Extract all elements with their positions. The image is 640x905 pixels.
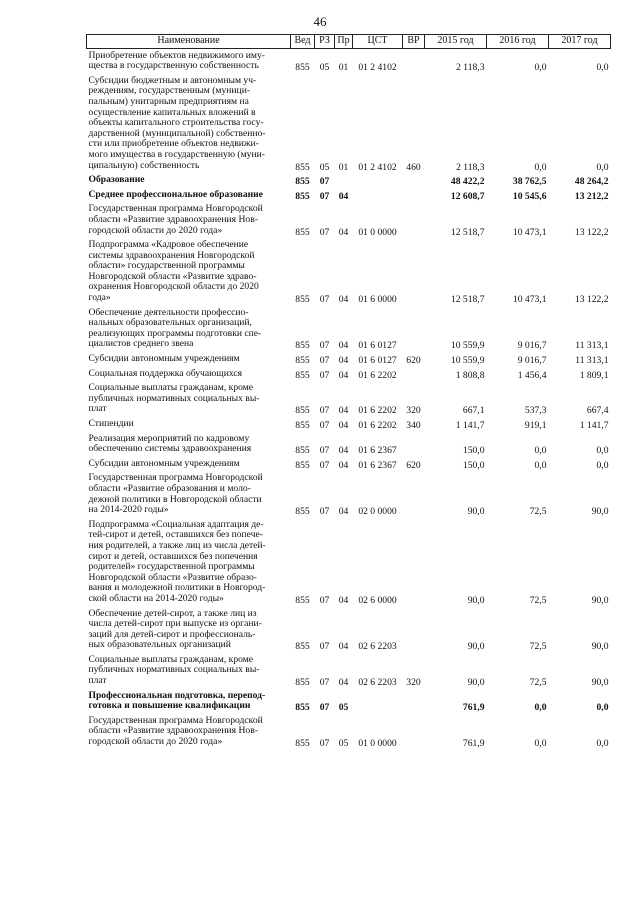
row-rz: 07 (319, 420, 330, 431)
table-row (87, 238, 611, 306)
row-2016: 0,0 (534, 445, 547, 457)
table-row (87, 457, 611, 472)
row-2017: 0,0 (596, 161, 609, 173)
row-2015: 90,0 (467, 641, 485, 653)
row-2016: 10 473,1 (512, 226, 547, 238)
header-ved: Вед (291, 35, 315, 49)
row-pr: 04 (338, 340, 349, 352)
table-row (87, 689, 611, 714)
row-ved: 855 (295, 161, 310, 173)
header-2015: 2015 год (425, 35, 487, 49)
row-vr (403, 202, 425, 238)
row-name: Профессиональная подготовка, перепод- готовка и повышение квалификации (88, 689, 266, 712)
row-ved: 855 (295, 738, 310, 750)
row-2015: 761,9 (462, 702, 485, 714)
row-pr: 04 (338, 405, 349, 417)
row-vr: 320 (406, 405, 421, 417)
row-cst: 01 2 4102 (358, 161, 397, 173)
row-cst: 01 6 2367 (358, 445, 397, 457)
row-cst (353, 173, 403, 188)
row-2017: 90,0 (591, 594, 609, 606)
row-vr (403, 689, 425, 714)
row-name: Среднее профессиональное образование (88, 188, 263, 200)
row-2017: 90,0 (591, 506, 609, 518)
row-pr: 05 (338, 702, 349, 714)
row-cst: 01 6 2202 (358, 420, 397, 431)
row-ved: 855 (295, 62, 310, 74)
row-pr: 04 (338, 226, 349, 238)
row-2015: 150,0 (462, 445, 485, 457)
page-number: 46 (313, 14, 327, 29)
row-ved: 855 (295, 190, 310, 202)
row-vr (403, 471, 425, 517)
row-ved: 855 (295, 405, 310, 417)
row-2015: 90,0 (467, 677, 485, 689)
row-2017: 13 122,2 (574, 294, 609, 306)
row-cst (353, 188, 403, 203)
row-2016: 72,5 (529, 594, 547, 606)
table-row (87, 74, 611, 173)
row-2016: 537,3 (524, 405, 547, 417)
row-rz: 05 (319, 62, 330, 74)
row-ved: 855 (295, 176, 310, 188)
row-2015: 90,0 (467, 506, 485, 518)
row-vr (403, 432, 425, 457)
row-vr (403, 607, 425, 653)
row-2017: 13 122,2 (574, 226, 609, 238)
row-cst: 01 0 0000 (358, 738, 397, 750)
row-2017: 667,4 (586, 405, 609, 417)
row-vr (403, 188, 425, 203)
table-row (87, 188, 611, 203)
row-rz: 07 (319, 294, 330, 306)
row-2016: 38 762,5 (512, 176, 547, 188)
row-rz: 07 (319, 445, 330, 457)
row-2017: 11 313,1 (575, 340, 609, 352)
row-ved: 855 (295, 459, 310, 471)
row-2017: 90,0 (591, 641, 609, 653)
row-2016: 10 473,1 (512, 294, 547, 306)
row-cst: 01 6 2367 (358, 459, 397, 471)
row-ved: 855 (295, 340, 310, 352)
table-row (87, 714, 611, 750)
row-ved: 855 (295, 641, 310, 653)
row-2015: 1 141,7 (455, 420, 485, 431)
row-ved: 855 (295, 506, 310, 518)
row-vr: 620 (406, 355, 421, 367)
row-vr (403, 238, 425, 306)
row-pr: 01 (338, 161, 349, 173)
budget-table (86, 34, 611, 750)
row-rz: 07 (319, 355, 330, 367)
row-2017: 13 212,2 (574, 190, 609, 202)
row-ved: 855 (295, 369, 310, 381)
row-ved: 855 (295, 226, 310, 238)
row-name: Реализация мероприятий по кадровому обеспечению системы здравоохранения (88, 432, 252, 455)
row-rz: 07 (319, 176, 330, 188)
row-2016: 72,5 (529, 677, 547, 689)
row-cst: 01 6 0127 (358, 355, 397, 367)
row-name: Стипендии (88, 418, 134, 429)
row-2016: 72,5 (529, 506, 547, 518)
table-row (87, 202, 611, 238)
row-cst: 02 6 2203 (358, 641, 397, 653)
row-ved: 855 (295, 702, 310, 714)
row-2017: 48 264,2 (574, 176, 609, 188)
row-2017: 90,0 (591, 677, 609, 689)
row-rz: 07 (319, 702, 330, 714)
table-row (87, 417, 611, 432)
row-cst: 01 2 4102 (358, 62, 397, 74)
row-2017: 0,0 (596, 445, 609, 457)
row-2016: 0,0 (534, 702, 547, 714)
header-rz: РЗ (315, 35, 335, 49)
row-pr: 04 (338, 594, 349, 606)
row-vr: 620 (406, 459, 421, 471)
table-row (87, 48, 611, 74)
row-ved: 855 (295, 677, 310, 689)
row-vr (403, 173, 425, 188)
row-name: Обеспечение детей-сирот, а также лиц из числа детей-сирот при выпуске из органи- заций для детей-сирот и профессиональ- ных образовательных организаций (88, 607, 262, 651)
row-rz: 07 (319, 226, 330, 238)
table-row (87, 306, 611, 352)
table-row (87, 352, 611, 367)
table-body (87, 48, 611, 750)
row-name: Социальная поддержка обучающихся (88, 367, 243, 379)
row-pr: 04 (338, 677, 349, 689)
row-pr: 04 (338, 445, 349, 457)
row-2015: 2 118,3 (456, 62, 485, 74)
row-cst: 02 6 0000 (358, 594, 397, 606)
row-2015: 10 559,9 (450, 340, 485, 352)
row-2016: 9 016,7 (517, 355, 547, 367)
row-vr (403, 367, 425, 382)
row-pr: 04 (338, 294, 349, 306)
row-vr (403, 714, 425, 750)
row-pr: 04 (338, 355, 349, 367)
row-name: Субсидии бюджетным и автономным уч- реждениям, государственным (муници- пальным) унитарным предприятиям на осуществление капитальных вложений в объекты капитального строительства госу- дарственной (муниципальной) собственно- сти или приобретение объектов недвижи- мого имущества в государственную (муни- ципальную) собственность (88, 74, 266, 171)
row-cst: 02 0 0000 (358, 506, 397, 518)
row-2015: 667,1 (462, 405, 485, 417)
row-2015: 90,0 (467, 594, 485, 606)
row-name: Подпрограмма «Социальная адаптация де- тей-сирот и детей, оставшихся без попече- ния родителей, а также лиц из числа детей- сирот и детей, оставшихся без попечения родителей» государственной программы Новгородской области «Развитие образо- вания и молодежной политики в Новгород- ской области на 2014-2020 годы» (88, 518, 266, 604)
row-name: Подпрограмма «Кадровое обеспечение системы здравоохранения Новгородской области» государственной программы Новгородской области «Развитие здраво- охранения Новгородской области до 2020 года» (88, 239, 259, 304)
row-name: Субсидии автономным учреждениям (88, 353, 240, 365)
row-2017: 0,0 (596, 738, 609, 750)
table-row (87, 367, 611, 382)
row-2016: 0,0 (534, 738, 547, 750)
row-pr: 04 (338, 641, 349, 653)
row-rz: 07 (319, 677, 330, 689)
table-header-row (87, 35, 611, 49)
row-2015: 1 808,8 (455, 369, 485, 381)
row-rz: 07 (319, 190, 330, 202)
row-pr: 04 (338, 190, 349, 202)
row-vr: 340 (406, 420, 421, 431)
row-2016: 919,1 (524, 420, 547, 431)
row-2015: 12 608,7 (450, 190, 485, 202)
row-2015: 12 518,7 (450, 226, 485, 238)
row-cst: 01 6 0127 (358, 340, 397, 352)
row-rz: 07 (319, 506, 330, 518)
row-ved: 855 (295, 420, 310, 431)
row-2015: 2 118,3 (456, 161, 485, 173)
row-rz: 07 (319, 369, 330, 381)
row-rz: 07 (319, 459, 330, 471)
row-2016: 9 016,7 (517, 340, 547, 352)
row-2016: 1 456,4 (517, 369, 547, 381)
row-name: Образование (88, 174, 145, 186)
row-pr: 04 (338, 459, 349, 471)
row-cst: 01 0 0000 (358, 226, 397, 238)
row-2015: 150,0 (462, 459, 485, 471)
row-vr (403, 518, 425, 607)
table-row (87, 471, 611, 517)
row-pr: 04 (338, 420, 349, 431)
row-rz: 07 (319, 340, 330, 352)
table-row (87, 381, 611, 417)
row-vr (403, 48, 425, 74)
row-2015: 761,9 (462, 738, 485, 750)
row-2016: 0,0 (534, 459, 547, 471)
row-ved: 855 (295, 445, 310, 457)
row-2016: 0,0 (534, 62, 547, 74)
row-2016: 10 545,6 (512, 190, 547, 202)
row-rz: 07 (319, 594, 330, 606)
header-cst: ЦСТ (353, 35, 403, 49)
row-pr: 04 (338, 506, 349, 518)
row-vr: 460 (406, 161, 421, 173)
row-cst (353, 689, 403, 714)
row-name: Социальные выплаты гражданам, кроме публичных нормативных социальных вы- плат (88, 653, 260, 687)
row-pr (335, 173, 353, 188)
row-name: Государственная программа Новгородской области «Развитие здравоохранения Нов- городской области до 2020 года» (88, 714, 263, 748)
row-2015: 12 518,7 (450, 294, 485, 306)
row-rz: 07 (319, 738, 330, 750)
row-name: Государственная программа Новгородской области «Развитие образования и моло- дежной политики в Новгородской области на 2014-2020 годы» (88, 472, 263, 516)
header-2016: 2016 год (487, 35, 549, 49)
row-ved: 855 (295, 294, 310, 306)
row-2017: 0,0 (596, 702, 609, 714)
row-name: Субсидии автономным учреждениям (88, 457, 240, 469)
row-2017: 0,0 (596, 62, 609, 74)
row-2017: 0,0 (596, 459, 609, 471)
row-2015: 10 559,9 (450, 355, 485, 367)
row-cst: 02 6 2203 (358, 677, 397, 689)
row-ved: 855 (295, 355, 310, 367)
row-name: Обеспечение деятельности профессио- нальных образовательных организаций, реализующих программы подготовки спе- циалистов среднего звена (88, 306, 262, 350)
row-name: Приобретение объектов недвижимого иму- щества в государственную собственность (88, 49, 265, 72)
header-2017: 2017 год (549, 35, 611, 49)
row-cst: 01 6 2202 (358, 405, 397, 417)
row-2017: 1 141,7 (579, 420, 609, 431)
header-vr: ВР (403, 35, 425, 49)
row-2017: 1 809,1 (579, 369, 609, 381)
header-pr: Пр (335, 35, 353, 49)
row-rz: 07 (319, 405, 330, 417)
row-2016: 72,5 (529, 641, 547, 653)
row-2015: 48 422,2 (450, 176, 485, 188)
row-name: Социальные выплаты гражданам, кроме публичных нормативных социальных вы- плат (88, 382, 260, 415)
row-rz: 07 (319, 641, 330, 653)
table-row (87, 432, 611, 457)
row-rz: 05 (319, 161, 330, 173)
row-name: Государственная программа Новгородской области «Развитие здравоохранения Нов- городской области до 2020 года» (88, 203, 263, 236)
row-pr: 04 (338, 369, 349, 381)
table-row (87, 653, 611, 689)
row-vr (403, 306, 425, 352)
row-2016: 0,0 (534, 161, 547, 173)
row-2017: 11 313,1 (575, 355, 609, 367)
table-row (87, 607, 611, 653)
row-cst: 01 6 0000 (358, 294, 397, 306)
row-pr: 05 (338, 738, 349, 750)
row-vr: 320 (406, 677, 421, 689)
row-ved: 855 (295, 594, 310, 606)
table-row (87, 518, 611, 607)
header-name: Наименование (87, 35, 291, 49)
table-row (87, 173, 611, 188)
row-cst: 01 6 2202 (358, 369, 397, 381)
row-pr: 01 (338, 62, 349, 74)
